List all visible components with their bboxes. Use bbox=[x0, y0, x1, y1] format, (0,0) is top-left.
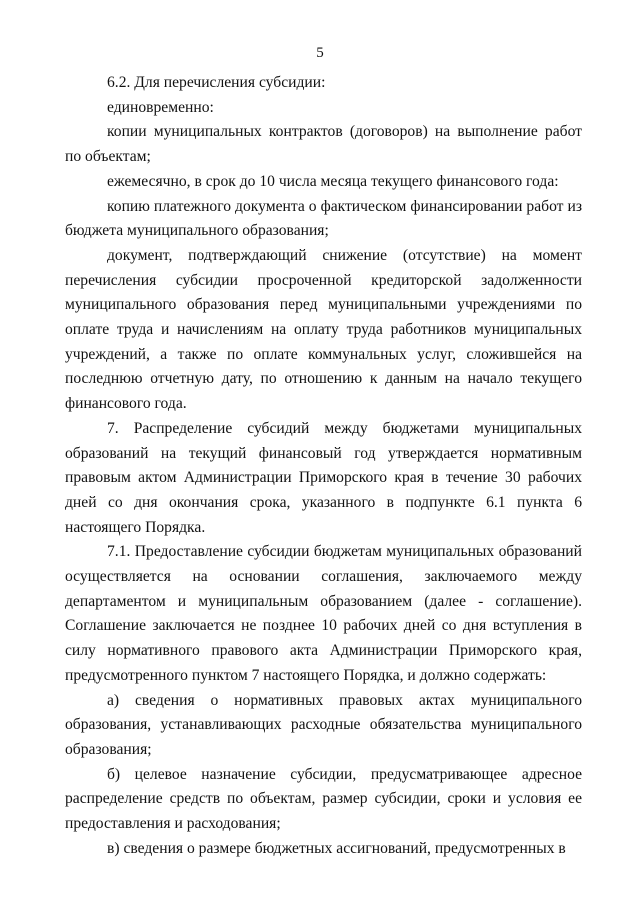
paragraph-7-1-agreement: 7.1. Предоставление субсидии бюджетам муниципальных образований осуществляется на основании соглашения, заключаемого между департаментом и муниципальным образованием (далее - соглашение). Соглашение заключается не позднее 10 рабочих дней со дня вступления в силу нормативного правового акта Администрации Приморского края, предусмотренного пунктом 7 настоящего Порядка, и должно содержать: bbox=[65, 543, 582, 684]
paragraph-item-v: в) сведения о размере бюджетных ассигнований, предусмотренных в bbox=[107, 839, 566, 857]
paragraph-monthly: ежемесячно, в срок до 10 числа месяца текущего финансового года: bbox=[107, 172, 559, 190]
paragraph-7-distribution: 7. Распределение субсидий между бюджетами муниципальных образований на текущий финансовый год утверждается нормативным правовым актом Администрации Приморского края в течение 30 рабочих дней со дня окончания срока, указанного в подпункте 6.1 пункта 6 настоящего Порядка. bbox=[65, 419, 582, 536]
paragraph-item-b: б) целевое назначение субсидии, предусматривающее адресное распределение средств по объектам, размер субсидии, сроки и условия ее предоставления и расходования; bbox=[65, 765, 582, 833]
paragraph-item-a: а) сведения о нормативных правовых актах муниципального образования, устанавливающих расходные обязательства муниципального образования; bbox=[65, 691, 582, 758]
paragraph-payment-document: копию платежного документа о фактическом финансировании работ из бюджета муниципального образования; bbox=[65, 197, 582, 240]
paragraph-debt-document: документ, подтверждающий снижение (отсутствие) на момент перечисления субсидии просроченной кредиторской задолженности муниципального образования перед муниципальными учреждениями по оплате труда и начислениям на оплату труда работников муниципальных учреждений, а также по оплате коммунальных услуг, сложившейся на последнюю отчетную дату, по отношению к данным на начало текущего финансового года. bbox=[65, 246, 582, 413]
paragraph-one-time: единовременно: bbox=[107, 98, 214, 116]
paragraph-contract-copies: копии муниципальных контрактов (договоров) на выполнение работ по объектам; bbox=[65, 123, 582, 166]
document-body bbox=[65, 71, 582, 862]
paragraph-6-2-heading: 6.2. Для перечисления субсидии: bbox=[107, 74, 326, 91]
page-number: 5 bbox=[316, 45, 324, 61]
